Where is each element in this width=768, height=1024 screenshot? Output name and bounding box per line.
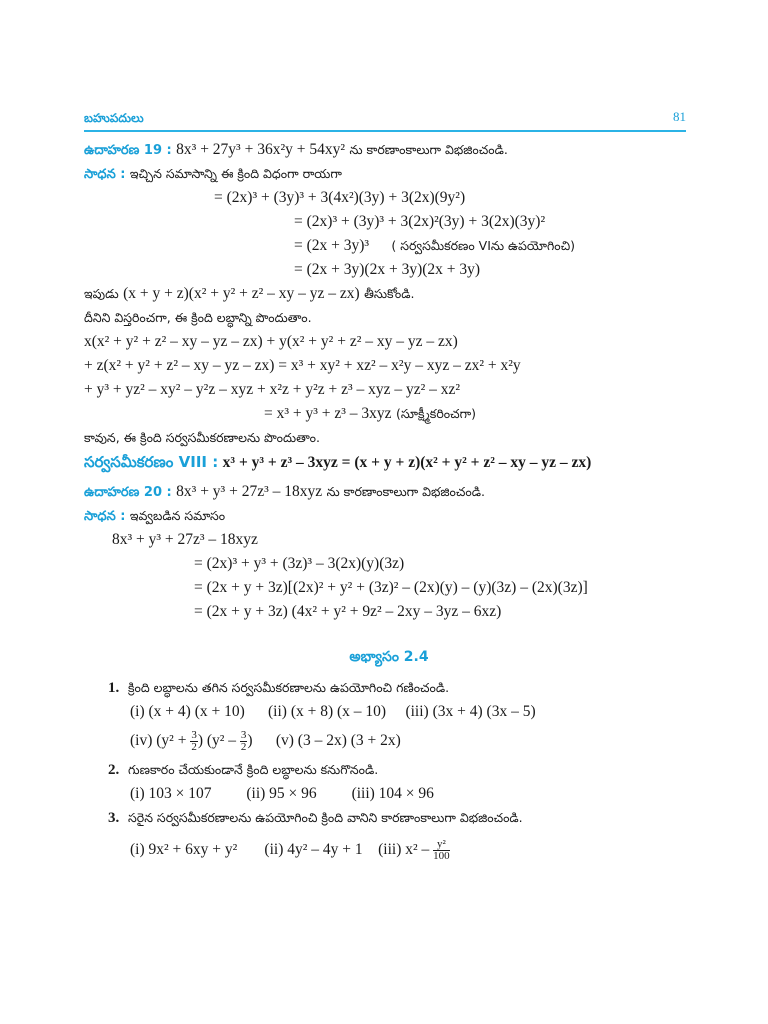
solution-label: సాధన : [84,167,126,182]
example-19-label: ఉదాహరణ 19 : [84,143,172,158]
expansion-line-1: x(x² + y² + z² – xy – yz – zx) + y(x² + y² + z² – xy – yz – zx) [84,333,458,350]
q1-part-iv-a: (iv) (y² + [130,732,187,749]
question-3-text: సరైన సర్వసమీకరణాలను ఉపయోగించి క్రింది వానిని కారణాంకాలుగా విభజించండి. [128,810,523,825]
solution-intro-text: ఇచ్చిన సమాసాన్ని ఈ క్రింది విధంగా రాయగా [129,166,342,181]
example-19-step-3 [84,234,694,258]
page-number: 81 [673,109,686,124]
question-3-parts [84,830,694,870]
question-3-number: 3. [108,810,120,826]
question-2 [84,758,694,782]
fraction-denominator: 2 [240,740,247,753]
example-19-step-1: = (2x)³ + (3y)³ + 3(4x²)(3y) + 3(2x)(9y²) [214,189,466,206]
question-1-text: క్రింది లబ్ధాలను తగిన సర్వసమీకరణాలను ఉపయోగించి గణించండి. [128,680,450,695]
chapter-title: బహుపదులు [84,111,144,125]
question-2-text: గుణకారం చేయకుండానే క్రింది లబ్ధాలను కనుగొనండి. [128,762,379,777]
fraction-numerator: y² [433,839,450,851]
header-rule [84,130,686,132]
solution-intro-text-2: ఇవ్వబడిన సమాసం [129,508,226,523]
q1-part-ii: (ii) (x + 8) (x – 10) [268,703,387,720]
example-20-heading [84,480,694,504]
question-1-parts-row-2 [84,724,694,758]
question-1-parts-row-1 [84,700,694,724]
example-20-step-1: = (2x)³ + y³ + (3z)³ – 3(2x)(y)(3z) [194,555,405,572]
expansion-result-expr: = x³ + y³ + z³ – 3xyz [264,405,392,422]
question-2-number: 2. [108,762,120,778]
q3-part-ii: (ii) 4y² – 4y + 1 [264,841,363,858]
q2-part-ii: (ii) 95 × 96 [246,785,317,802]
example-19-heading [84,138,694,162]
q1-part-iv-c: ) [247,732,253,749]
example-19-problem: 8x³ + 27y³ + 36x²y + 54xy² [176,141,345,158]
expansion-conclusion: కావున, ఈ క్రింది సర్వసమీకరణాలను పొందుతాం. [84,430,320,445]
expansion-intro-expr: (x + y + z)(x² + y² + z² – xy – yz – zx) [123,285,360,302]
example-20-problem: 8x³ + y³ + 27z³ – 18xyz [176,483,323,500]
example-19-instruction: ను కారణాంకాలుగా విభజించండి. [349,142,508,157]
q3-part-i: (i) 9x² + 6xy + y² [130,841,238,858]
example-20-step-2: = (2x + y + 3z)[(2x)² + y² + (3z)² – (2x)(y) – (y)(3z) – (2x)(3z)] [194,579,588,596]
q1-part-v: (v) (3 – 2x) (3 + 2x) [275,732,401,749]
q2-part-iii: (iii) 104 × 96 [351,785,434,802]
q1-part-iv-fraction-1 [190,730,198,753]
fraction-denominator: 2 [191,740,197,753]
q1-part-iv-b: ) (y² – [197,732,237,749]
question-2-parts [84,782,694,806]
step-3-expr: = (2x + 3y)³ [294,237,370,254]
q3-part-iii-a: (iii) x² – [378,841,430,858]
example-20-solution-intro [84,504,694,528]
fraction-denominator: 100 [433,849,450,862]
page-content [84,138,694,870]
expansion-text: దీనిని విస్తరించగా, ఈ క్రింది లబ్ధాన్ని పొందుతాం. [84,310,312,325]
expansion-line-2: + z(x² + y² + z² – xy – yz – zx) = x³ + xy² + xz² – x²y – xyz – zx² + x²y [84,357,521,374]
q1-part-iii: (iii) (3x + 4) (3x – 5) [405,703,536,720]
example-20-label: ఉదాహరణ 20 : [84,485,172,500]
example-20-instruction: ను కారణాంకాలుగా విభజించండి. [326,484,485,499]
expansion-intro-suffix: తీసుకోండి. [364,286,415,301]
example-19-step-4: = (2x + 3y)(2x + 3y)(2x + 3y) [294,261,481,278]
solution-label-2: సాధన : [84,509,126,524]
question-1-number: 1. [108,680,120,696]
q3-part-iii-fraction [433,839,450,862]
example-20-step-3: = (2x + y + 3z) (4x² + y² + 9z² – 2xy – 3yz – 6xz) [194,603,502,620]
fraction-numerator: 3 [240,728,247,741]
step-3-note: ( సర్వసమీకరణం VIను ఉపయోగించి) [391,238,576,253]
fraction-numerator: 3 [191,728,197,741]
identity-8-label: సర్వసమీకరణం VIII : [84,453,219,471]
question-3 [84,806,694,830]
exercise-title: అభ్యాసం 2.4 [349,649,429,665]
q2-part-i: (i) 103 × 107 [130,785,212,802]
example-19-solution-intro [84,162,694,186]
question-1 [84,676,694,700]
example-20-expr: 8x³ + y³ + 27z³ – 18xyz [112,531,258,548]
expansion-intro-prefix: ఇపుడు [84,286,119,301]
expansion-result-note: (సూక్ష్మీకరించగా) [396,406,476,421]
q1-part-i: (i) (x + 4) (x + 10) [130,703,245,720]
identity-8-formula: x³ + y³ + z³ – 3xyz = (x + y + z)(x² + y² + z² – xy – yz – zx) [222,454,592,471]
identity-8 [84,450,694,474]
expansion-intro [84,282,694,306]
expansion-result [84,402,694,426]
example-19-step-2: = (2x)³ + (3y)³ + 3(2x)²(3y) + 3(2x)(3y)² [294,213,546,230]
expansion-line-3: + y³ + yz² – xy² – y²z – xyz + x²z + y²z + z³ – xyz – yz² – xz² [84,381,461,398]
